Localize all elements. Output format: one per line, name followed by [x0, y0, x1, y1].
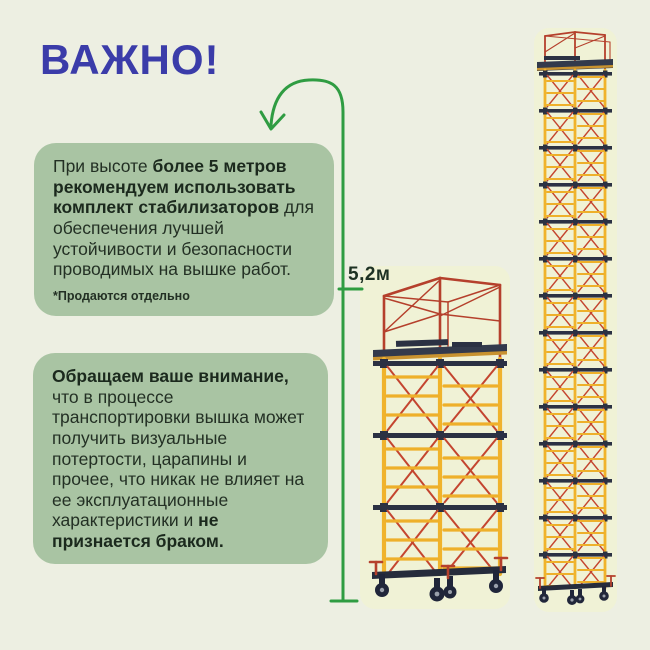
transport-note-card	[33, 353, 328, 564]
scaffold-tower-5m-image	[360, 266, 510, 609]
footnote-sold-separately: *Продаются отдельно	[53, 288, 190, 303]
tower-photo-small-panel	[360, 266, 510, 609]
scaffold-tower-tall-image	[534, 28, 617, 612]
page-title: ВАЖНО!	[40, 36, 220, 83]
stabilizer-note-card	[34, 143, 334, 316]
tower-photo-tall-panel	[534, 28, 617, 612]
transport-note-text: Обращаем ваше внимание, что в процессе транспортировки вышка может получить визуальные потертости, царапины и прочее, что никак не влияет на ее эксплуатационные характеристики и не признается браком.	[52, 366, 305, 552]
arrowhead-icon	[261, 112, 284, 129]
height-label: 5,2м	[348, 264, 391, 285]
stabilizer-note-text: При высоте более 5 метров рекомендуем использовать комплект стабилизаторов для обеспечения лучшей устойчивости и безопасности проводимых на вышке работ.	[53, 156, 314, 280]
